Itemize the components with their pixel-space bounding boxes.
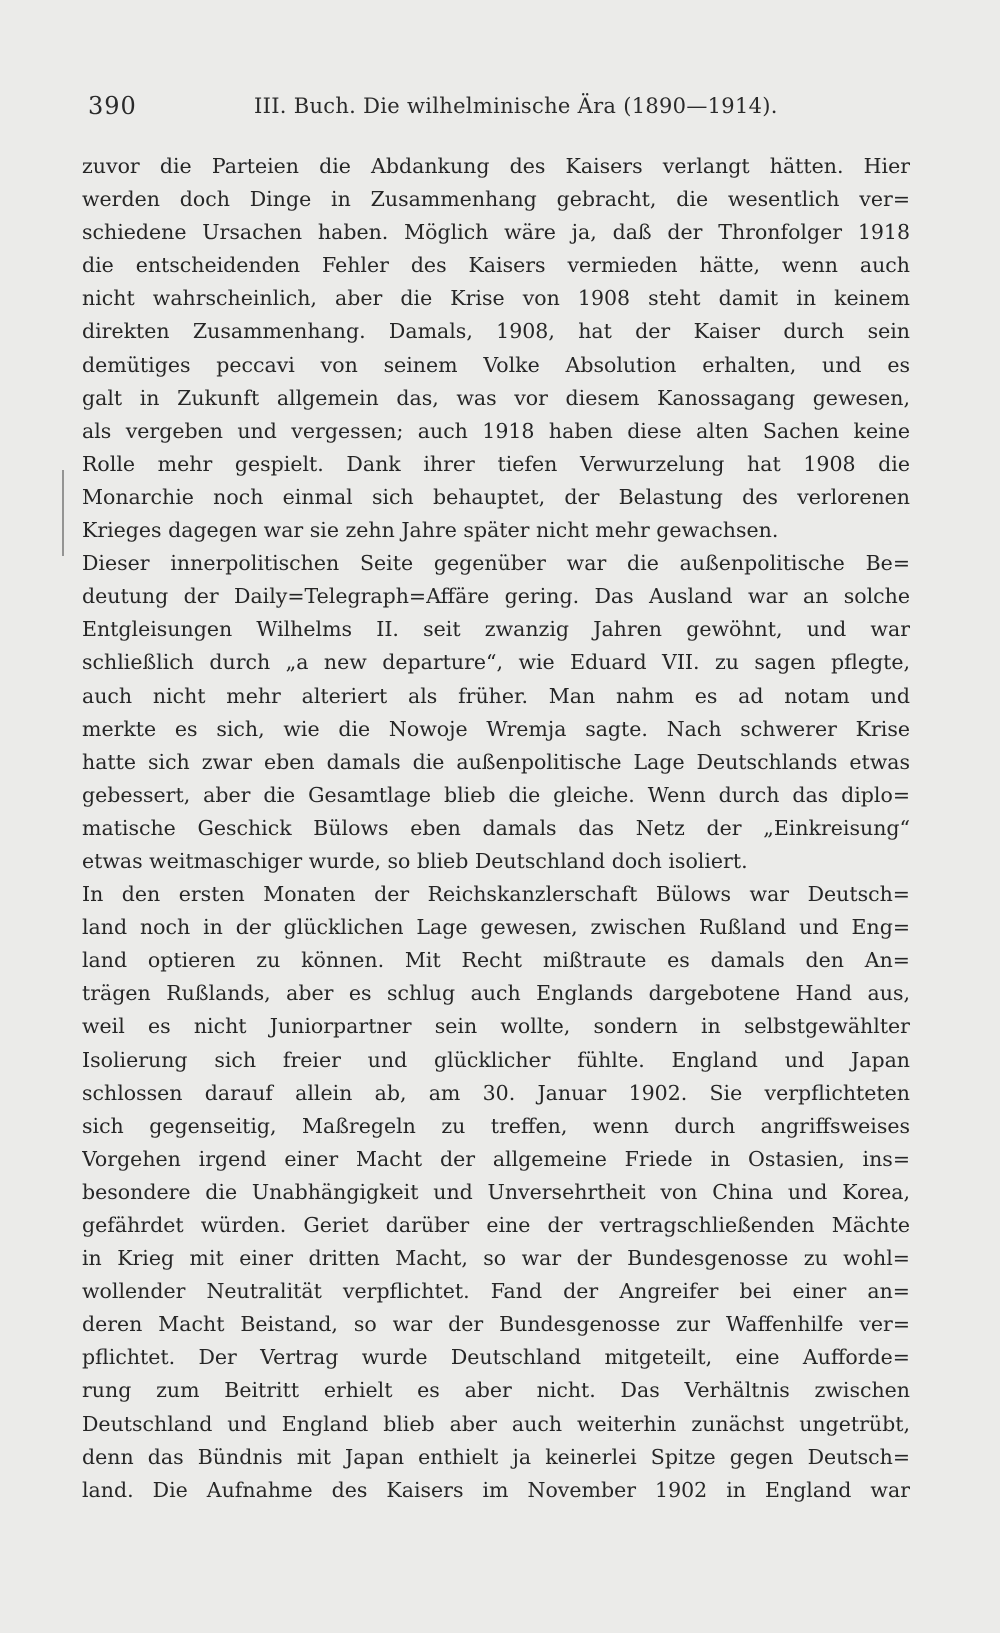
margin-mark — [62, 470, 64, 556]
text-line: in Krieg mit einer dritten Macht, so war der Bundesgenosse zu wohl= — [82, 1246, 910, 1271]
body-text — [82, 150, 910, 1507]
text-line: etwas weitmaschiger wurde, so blieb Deutschland doch isoliert. — [82, 848, 748, 873]
text-line: trägen Rußlands, aber es schlug auch Englands dargebotene Hand aus, — [82, 981, 910, 1006]
text-line: gefährdet würden. Geriet darüber eine der vertragschließenden Mächte — [82, 1213, 910, 1237]
text-line: Monarchie noch einmal sich behauptet, der Belastung des verlorenen — [82, 484, 910, 509]
running-head: III. Buch. Die wilhelminische Ära (1890—1914). — [254, 94, 778, 118]
text-line: In den ersten Monaten der Reichskanzlerschaft Bülows war Deutsch= — [82, 882, 910, 907]
text-line: schließlich durch „a new departure“, wie Eduard VII. zu sagen pflegte, — [82, 650, 910, 675]
text-line: gebessert, aber die Gesamtlage blieb die gleiche. Wenn durch das diplo= — [82, 782, 910, 807]
text-line: Deutschland und England blieb aber auch weiterhin zunächst ungetrübt, — [82, 1411, 910, 1436]
text-line: Vorgehen irgend einer Macht der allgemeine Friede in Ostasien, ins= — [82, 1146, 910, 1171]
text-line: besondere die Unabhängigkeit und Unversehrtheit von China und Korea, — [82, 1179, 910, 1204]
text-line: Krieges dagegen war sie zehn Jahre später nicht mehr gewachsen. — [82, 518, 779, 543]
text-line: merkte es sich, wie die Nowoje Wremja sagte. Nach schwerer Krise — [82, 716, 910, 741]
text-line: deutung der Daily=Telegraph=Affäre gering. Das Ausland war an solche — [82, 584, 910, 609]
text-line: Rolle mehr gespielt. Dank ihrer tiefen Verwurzelung hat 1908 die — [82, 451, 910, 476]
text-line: Dieser innerpolitischen Seite gegenüber war die außenpolitische Be= — [82, 551, 910, 576]
text-line: als vergeben und vergessen; auch 1918 haben diese alten Sachen keine — [82, 418, 910, 443]
text-line: rung zum Beitritt erhielt es aber nicht. Das Verhältnis zwischen — [82, 1378, 910, 1403]
text-line: auch nicht mehr alteriert als früher. Man nahm es ad notam und — [82, 683, 910, 708]
text-line: land optieren zu können. Mit Recht mißtraute es damals den An= — [82, 948, 910, 973]
text-line: land. Die Aufnahme des Kaisers im November 1902 in England war — [82, 1477, 910, 1502]
text-line: Isolierung sich freier und glücklicher fühlte. England und Japan — [82, 1047, 910, 1072]
text-line: die entscheidenden Fehler des Kaisers vermieden hätte, wenn auch — [82, 253, 910, 278]
text-line: wollender Neutralität verpflichtet. Fand der Angreifer bei einer an= — [82, 1279, 910, 1304]
text-line: schlossen darauf allein ab, am 30. Januar 1902. Sie verpflichteten — [82, 1080, 910, 1105]
text-line: zuvor die Parteien die Abdankung des Kaisers verlangt hätten. Hier — [82, 154, 910, 178]
text-line: hatte sich zwar eben damals die außenpolitische Lage Deutschlands etwas — [82, 749, 910, 774]
text-line: Entgleisungen Wilhelms II. seit zwanzig Jahren gewöhnt, und war — [82, 617, 910, 642]
text-line: werden doch Dinge in Zusammenhang gebracht, die wesentlich ver= — [82, 187, 910, 212]
text-line: deren Macht Beistand, so war der Bundesgenosse zur Waffenhilfe ver= — [82, 1312, 910, 1337]
page-number: 390 — [88, 92, 137, 120]
text-line: direkten Zusammenhang. Damals, 1908, hat der Kaiser durch sein — [82, 319, 910, 344]
text-line: nicht wahrscheinlich, aber die Krise von 1908 steht damit in keinem — [82, 286, 910, 311]
text-line: schiedene Ursachen haben. Möglich wäre ja, daß der Thronfolger 1918 — [82, 220, 910, 245]
text-line: sich gegenseitig, Maßregeln zu treffen, wenn durch angriffsweises — [82, 1113, 910, 1138]
text-line: matische Geschick Bülows eben damals das Netz der „Einkreisung“ — [82, 815, 910, 840]
text-line: denn das Bündnis mit Japan enthielt ja keinerlei Spitze gegen Deutsch= — [82, 1444, 910, 1469]
text-line: weil es nicht Juniorpartner sein wollte, sondern in selbstgewählter — [82, 1014, 910, 1039]
text-line: pflichtet. Der Vertrag wurde Deutschland mitgeteilt, eine Aufforde= — [82, 1345, 910, 1370]
text-line: land noch in der glücklichen Lage gewesen, zwischen Rußland und Eng= — [82, 915, 910, 940]
text-line: demütiges peccavi von seinem Volke Absolution erhalten, und es — [82, 352, 910, 377]
text-line: galt in Zukunft allgemein das, was vor diesem Kanossagang gewesen, — [82, 385, 910, 410]
page-header — [88, 92, 908, 132]
